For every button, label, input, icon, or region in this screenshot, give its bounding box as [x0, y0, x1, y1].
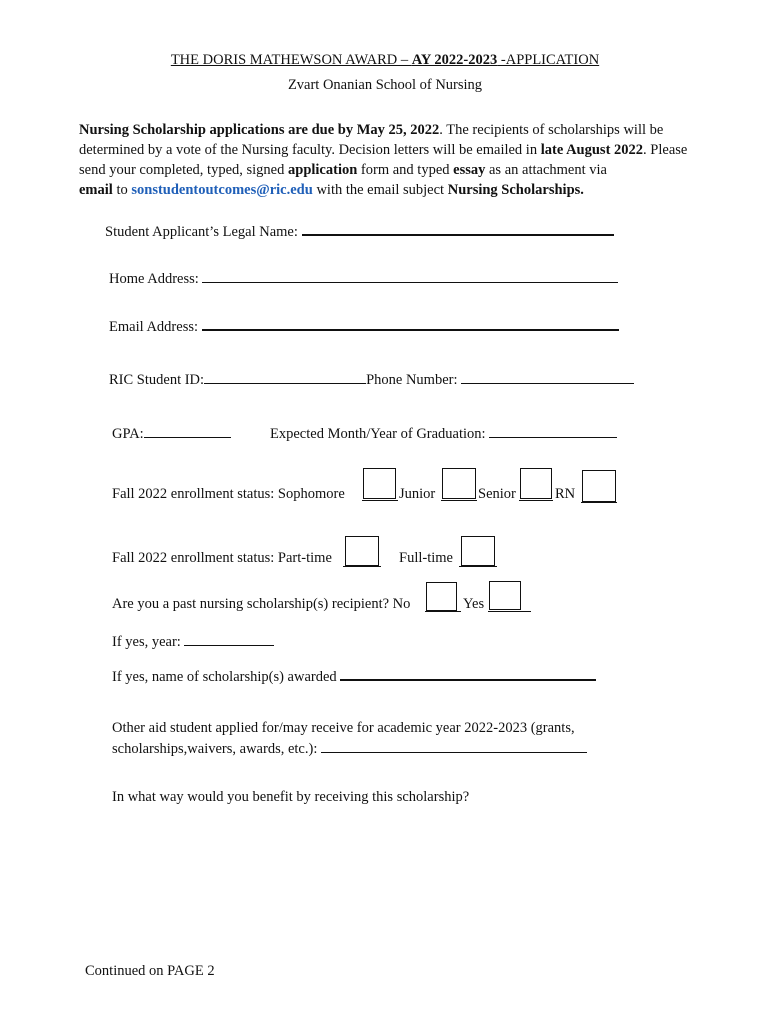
part-time-underline: [343, 566, 381, 567]
junior-checkbox[interactable]: [442, 468, 476, 499]
yes-underline: [488, 611, 531, 612]
rn-underline: [581, 502, 617, 503]
full-time-checkbox[interactable]: [461, 536, 495, 566]
intro-text: as an attachment via: [485, 162, 607, 178]
intro-text: with the email subject: [312, 182, 448, 198]
full-time-label: Full-time: [399, 550, 453, 566]
due-date-text: Nursing Scholarship applications are due by May 25, 2022: [79, 122, 440, 138]
junior-label: Junior: [399, 486, 436, 502]
email-subject: Nursing Scholarships.: [447, 182, 584, 198]
phone-field[interactable]: [461, 369, 634, 384]
if-yes-year-label: If yes, year:: [112, 634, 185, 650]
full-time-underline: [459, 566, 497, 567]
senior-underline: [519, 500, 553, 501]
decision-date: late August 2022: [540, 142, 644, 158]
legal-name-row: [105, 220, 614, 241]
if-yes-name-row: [112, 665, 596, 686]
instructions-paragraph: [79, 120, 699, 200]
title-year: AY 2022-2023: [411, 52, 498, 68]
gpa-row: [112, 423, 231, 443]
other-aid-label-line1: Other aid student applied for/may receive for academic year 2022-2023 (grants,: [112, 720, 575, 736]
past-recipient-label: Are you a past nursing scholarship(s) recipient? No: [112, 596, 411, 612]
other-aid-field[interactable]: [321, 738, 587, 753]
school-name: Zvart Onanian School of Nursing: [287, 77, 483, 93]
intro-text: to: [112, 182, 132, 198]
intro-text: form and typed: [357, 162, 454, 178]
if-yes-name-label: If yes, name of scholarship(s) awarded: [112, 669, 341, 685]
senior-label: Senior: [478, 486, 516, 502]
part-time-checkbox[interactable]: [345, 536, 379, 566]
benefit-question: In what way would you benefit by receiving this scholarship?: [112, 789, 470, 805]
intro-text: . Please send your completed, typed, signed: [79, 142, 688, 178]
student-id-label: RIC Student ID:: [109, 372, 205, 388]
email-address-label: Email Address:: [109, 319, 202, 335]
legal-name-label: Student Applicant’s Legal Name:: [105, 224, 302, 240]
yes-label: Yes: [463, 596, 485, 612]
junior-underline: [441, 500, 477, 501]
sophomore-checkbox[interactable]: [363, 468, 396, 499]
email-address-row: [109, 315, 619, 336]
continued-note: Continued on PAGE 2: [85, 963, 215, 979]
student-id-field[interactable]: [204, 369, 366, 384]
graduation-label: Expected Month/Year of Graduation:: [270, 426, 490, 442]
enrollment-year-label: Fall 2022 enrollment status: Sophomore: [112, 486, 345, 502]
title-suffix: -APPLICATION: [497, 52, 600, 68]
submission-email-link[interactable]: sonstudentoutcomes@ric.edu: [131, 182, 313, 198]
application-word: application: [288, 162, 358, 178]
gpa-label: GPA:: [112, 426, 144, 442]
no-underline: [425, 611, 461, 612]
email-word: email: [79, 182, 113, 198]
student-id-row: [109, 369, 634, 389]
rn-label: RN: [555, 486, 576, 502]
sophomore-underline: [362, 500, 398, 501]
senior-checkbox[interactable]: [520, 468, 552, 499]
rn-checkbox[interactable]: [582, 470, 616, 502]
scholarship-name-field[interactable]: [340, 665, 596, 681]
home-address-field[interactable]: [202, 268, 618, 283]
past-recipient-no-checkbox[interactable]: [426, 582, 457, 611]
home-address-row: [109, 268, 618, 288]
graduation-row: [270, 423, 617, 443]
past-recipient-yes-checkbox[interactable]: [489, 581, 521, 610]
essay-word: essay: [453, 162, 486, 178]
if-yes-year-field[interactable]: [184, 631, 274, 646]
home-address-label: Home Address:: [109, 271, 203, 287]
enrollment-time-label: Fall 2022 enrollment status: Part-time: [112, 550, 332, 566]
phone-label: Phone Number:: [366, 372, 462, 388]
intro-text: . The recipients of scholarships will be determined by a vote of the Nursing faculty. Decision letters will be emailed in: [79, 122, 664, 158]
gpa-field[interactable]: [144, 423, 231, 438]
title-prefix: THE DORIS MATHEWSON AWARD –: [170, 52, 412, 68]
other-aid-label-line2: scholarships,waivers, awards, etc.):: [112, 741, 321, 757]
other-aid-row: [112, 738, 587, 758]
legal-name-field[interactable]: [302, 220, 614, 236]
if-yes-year-row: [112, 631, 274, 651]
graduation-field[interactable]: [489, 423, 617, 438]
email-address-field[interactable]: [202, 315, 619, 331]
benefit-answer-area[interactable]: [112, 812, 672, 942]
form-title: [0, 52, 770, 69]
